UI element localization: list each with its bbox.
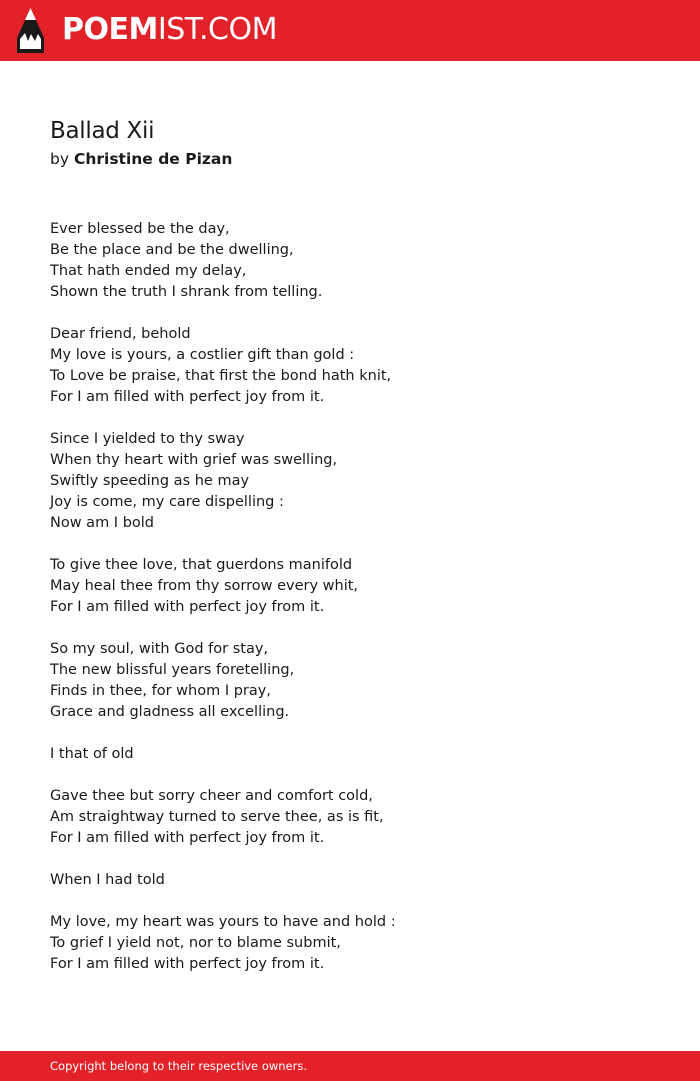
stanza-break bbox=[50, 618, 650, 639]
stanza bbox=[50, 744, 650, 765]
poem-body bbox=[50, 219, 650, 975]
poem-line: When I had told bbox=[50, 872, 165, 888]
stanza bbox=[50, 429, 650, 534]
stanza-break bbox=[50, 849, 650, 870]
stanza bbox=[50, 912, 650, 975]
brand-bold-text: POEM bbox=[62, 12, 158, 47]
byline bbox=[50, 149, 232, 169]
stanza bbox=[50, 870, 650, 891]
poem-line: The new blissful years foretelling, bbox=[50, 662, 295, 678]
poem-line: Joy is come, my care dispelling : bbox=[50, 494, 284, 510]
site-header bbox=[0, 0, 700, 61]
poem-line: I that of old bbox=[50, 746, 134, 762]
byline-prefix: by bbox=[50, 150, 70, 168]
poem-line: My love, my heart was yours to have and hold : bbox=[50, 914, 396, 930]
poem-line: For I am filled with perfect joy from it. bbox=[50, 956, 325, 972]
brand-light-text: IST.COM bbox=[157, 12, 277, 47]
stanza-break bbox=[50, 408, 650, 429]
poem-line: Dear friend, behold bbox=[50, 326, 191, 342]
stanza bbox=[50, 786, 650, 849]
poem-line: Be the place and be the dwelling, bbox=[50, 242, 294, 258]
poem-line: When thy heart with grief was swelling, bbox=[50, 452, 338, 468]
poem-line: That hath ended my delay, bbox=[50, 263, 247, 279]
stanza-break bbox=[50, 891, 650, 912]
poem-line: To give thee love, that guerdons manifold bbox=[50, 557, 353, 573]
stanza bbox=[50, 555, 650, 618]
stanza-break bbox=[50, 765, 650, 786]
poem-line: My love is yours, a costlier gift than gold : bbox=[50, 347, 355, 363]
poem-line: Gave thee but sorry cheer and comfort cold, bbox=[50, 788, 373, 804]
stanza-break bbox=[50, 534, 650, 555]
poem-line: May heal thee from thy sorrow every whit, bbox=[50, 578, 359, 594]
poem-line: Grace and gladness all excelling. bbox=[50, 704, 290, 720]
pencil-tip-icon[interactable] bbox=[17, 8, 44, 53]
stanza bbox=[50, 324, 650, 408]
poem-line: Am straightway turned to serve thee, as is fit, bbox=[50, 809, 384, 825]
site-footer bbox=[0, 1051, 700, 1081]
poem-line: For I am filled with perfect joy from it. bbox=[50, 389, 325, 405]
poem-line: For I am filled with perfect joy from it. bbox=[50, 599, 325, 615]
author-name: Christine de Pizan bbox=[73, 150, 233, 168]
stanza bbox=[50, 639, 650, 723]
poem-line: To Love be praise, that first the bond hath knit, bbox=[50, 368, 392, 384]
poem-title: Ballad Xii bbox=[50, 118, 155, 144]
stanza bbox=[50, 219, 650, 303]
poem-line: Since I yielded to thy sway bbox=[50, 431, 245, 447]
poem-line: Finds in thee, for whom I pray, bbox=[50, 683, 271, 699]
stanza-break bbox=[50, 723, 650, 744]
site-logo-text[interactable] bbox=[62, 13, 277, 47]
poem-line: For I am filled with perfect joy from it. bbox=[50, 830, 325, 846]
poem-line: So my soul, with God for stay, bbox=[50, 641, 269, 657]
poem-line: Ever blessed be the day, bbox=[50, 221, 230, 237]
poem-line: Shown the truth I shrank from telling. bbox=[50, 284, 323, 300]
poem-line: Now am I bold bbox=[50, 515, 154, 531]
poem-line: To grief I yield not, nor to blame submit, bbox=[50, 935, 341, 951]
copyright-text: Copyright belong to their respective owners. bbox=[50, 1059, 308, 1073]
stanza-break bbox=[50, 303, 650, 324]
poem-line: Swiftly speeding as he may bbox=[50, 473, 250, 489]
